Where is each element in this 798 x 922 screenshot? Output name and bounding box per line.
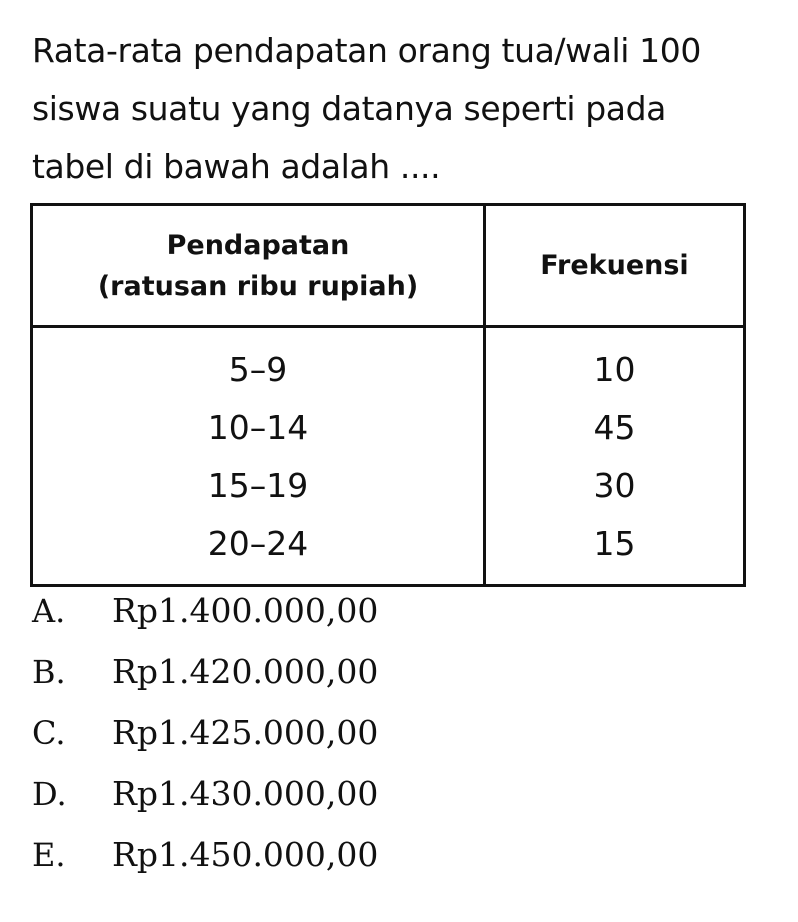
header-frequency: Frekuensi bbox=[485, 205, 745, 327]
table-row bbox=[32, 398, 745, 456]
answer-option-e[interactable] bbox=[32, 824, 378, 885]
income-range-cell: 15–19 bbox=[32, 456, 485, 514]
option-text: Rp1.430.000,00 bbox=[112, 774, 379, 813]
header-income-unit: (ratusan ribu rupiah) bbox=[97, 270, 419, 302]
frequency-cell: 15 bbox=[485, 514, 745, 586]
option-letter: B. bbox=[32, 652, 66, 691]
option-text: Rp1.425.000,00 bbox=[112, 713, 379, 752]
table-header-row bbox=[32, 205, 745, 327]
answer-option-d[interactable] bbox=[32, 763, 378, 824]
header-income-title: Pendapatan bbox=[166, 229, 350, 261]
answer-option-a[interactable] bbox=[32, 580, 378, 641]
frequency-table bbox=[30, 203, 746, 587]
frequency-cell: 10 bbox=[485, 327, 745, 399]
option-text: Rp1.400.000,00 bbox=[112, 591, 379, 630]
frequency-cell: 30 bbox=[485, 456, 745, 514]
table-row bbox=[32, 327, 745, 399]
question-text bbox=[32, 22, 772, 196]
option-text: Rp1.420.000,00 bbox=[112, 652, 379, 691]
income-range-cell: 20–24 bbox=[32, 514, 485, 586]
question-line: tabel di bawah adalah .... bbox=[32, 147, 441, 186]
answer-option-c[interactable] bbox=[32, 702, 378, 763]
question-line: Rata-rata pendapatan orang tua/wali 100 bbox=[32, 31, 701, 70]
frequency-cell: 45 bbox=[485, 398, 745, 456]
table-row bbox=[32, 456, 745, 514]
option-letter: D. bbox=[32, 774, 67, 813]
table-row bbox=[32, 514, 745, 586]
answer-options bbox=[32, 580, 378, 885]
option-letter: E. bbox=[32, 835, 66, 874]
header-income bbox=[32, 205, 485, 327]
option-letter: A. bbox=[32, 591, 66, 630]
answer-option-b[interactable] bbox=[32, 641, 378, 702]
option-letter: C. bbox=[32, 713, 66, 752]
question-line: siswa suatu yang datanya seperti pada bbox=[32, 89, 666, 128]
income-range-cell: 10–14 bbox=[32, 398, 485, 456]
income-range-cell: 5–9 bbox=[32, 327, 485, 399]
option-text: Rp1.450.000,00 bbox=[112, 835, 379, 874]
